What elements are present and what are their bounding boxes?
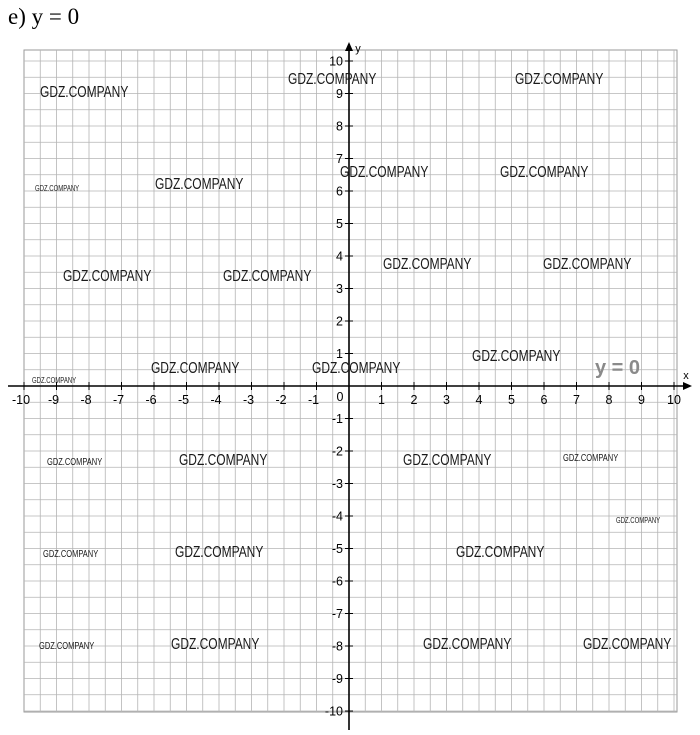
watermark-text: GDZ.COMPANY <box>288 69 377 88</box>
watermark-text: GDZ.COMPANY <box>47 455 103 468</box>
y-tick-label: -7 <box>331 607 343 621</box>
x-tick-label: -2 <box>275 393 287 407</box>
y-axis-arrow-icon <box>345 42 353 51</box>
exercise-title: e) y = 0 <box>8 4 80 29</box>
watermark-text: GDZ.COMPANY <box>32 377 77 386</box>
x-tick-label: -9 <box>47 393 60 407</box>
watermark-text: GDZ.COMPANY <box>175 542 264 561</box>
y-tick-label: -6 <box>331 574 343 589</box>
x-tick-label: 4 <box>475 393 483 407</box>
y-tick-label: -3 <box>331 477 343 491</box>
x-tick-label: -6 <box>145 393 157 407</box>
x-tick-label: 9 <box>638 393 645 407</box>
watermark-text: GDZ.COMPANY <box>563 451 619 464</box>
y-tick-label: -10 <box>324 704 343 719</box>
origin-label: 0 <box>336 390 344 404</box>
x-tick-label: -10 <box>11 393 31 407</box>
y-tick-label: 8 <box>336 119 343 134</box>
watermark-text: GDZ.COMPANY <box>616 517 661 526</box>
y-tick-label: 1 <box>336 347 343 361</box>
watermark-text: GDZ.COMPANY <box>179 450 268 469</box>
x-tick-label: -4 <box>210 393 222 407</box>
y-tick-label: -5 <box>331 542 343 556</box>
y-tick-label: 7 <box>336 152 343 166</box>
x-tick-label: 8 <box>605 393 613 407</box>
watermark-text: GDZ.COMPANY <box>472 346 561 365</box>
y-tick-label: -2 <box>331 444 343 459</box>
y-axis-name: y <box>355 43 361 55</box>
watermark-text: GDZ.COMPANY <box>583 634 672 653</box>
y-tick-label: 6 <box>336 184 343 199</box>
y-tick-label: -4 <box>331 509 343 524</box>
watermark-text: GDZ.COMPANY <box>456 542 545 561</box>
y-tick-label: 4 <box>336 249 343 264</box>
watermark-text: GDZ.COMPANY <box>403 450 492 469</box>
watermark-text: GDZ.COMPANY <box>151 358 240 377</box>
y-tick-label: 5 <box>336 217 343 231</box>
watermark-text: GDZ.COMPANY <box>63 266 152 285</box>
watermark-text: GDZ.COMPANY <box>35 185 80 194</box>
watermark-text: GDZ.COMPANY <box>500 162 589 181</box>
x-tick-label: 7 <box>573 393 580 407</box>
x-axis-name: x <box>683 370 689 382</box>
watermark-text: GDZ.COMPANY <box>171 634 260 653</box>
watermark-text: GDZ.COMPANY <box>155 174 244 193</box>
y-tick-label: 9 <box>336 87 343 101</box>
y-tick-label: 10 <box>329 54 343 69</box>
watermark-text: GDZ.COMPANY <box>39 639 95 652</box>
x-tick-label: 3 <box>443 393 450 407</box>
line-label: y = 0 <box>595 357 641 379</box>
watermark-text: GDZ.COMPANY <box>383 254 472 273</box>
x-axis-arrow-icon <box>683 382 692 390</box>
watermark-text: GDZ.COMPANY <box>515 69 604 88</box>
x-tick-label: 6 <box>540 393 548 407</box>
x-tick-label: -8 <box>80 393 92 407</box>
y-tick-label: -1 <box>331 412 343 426</box>
watermark-text: GDZ.COMPANY <box>312 358 401 377</box>
watermark-text: GDZ.COMPANY <box>543 254 632 273</box>
watermark-text: GDZ.COMPANY <box>40 82 129 101</box>
x-tick-label: -3 <box>242 393 255 407</box>
x-tick-label: 10 <box>667 393 681 407</box>
watermark-text: GDZ.COMPANY <box>340 162 429 181</box>
grid-border <box>24 50 677 712</box>
watermark-text: GDZ.COMPANY <box>423 634 512 653</box>
x-tick-label: 5 <box>508 393 515 407</box>
x-tick-label: -5 <box>177 393 190 407</box>
x-tick-label: 2 <box>410 393 418 407</box>
y-tick-label: -9 <box>331 672 343 686</box>
y-tick-label: 3 <box>336 282 343 296</box>
line-label-group <box>595 357 640 379</box>
watermark-text: GDZ.COMPANY <box>43 547 99 560</box>
grid-lines <box>24 50 677 712</box>
watermark-text: GDZ.COMPANY <box>223 266 312 285</box>
y-tick-label: -8 <box>331 639 343 654</box>
x-tick-label: -7 <box>112 393 125 407</box>
y-tick-label: 2 <box>336 314 343 329</box>
x-tick-label: -1 <box>307 393 320 407</box>
x-tick-label: 1 <box>378 393 385 407</box>
